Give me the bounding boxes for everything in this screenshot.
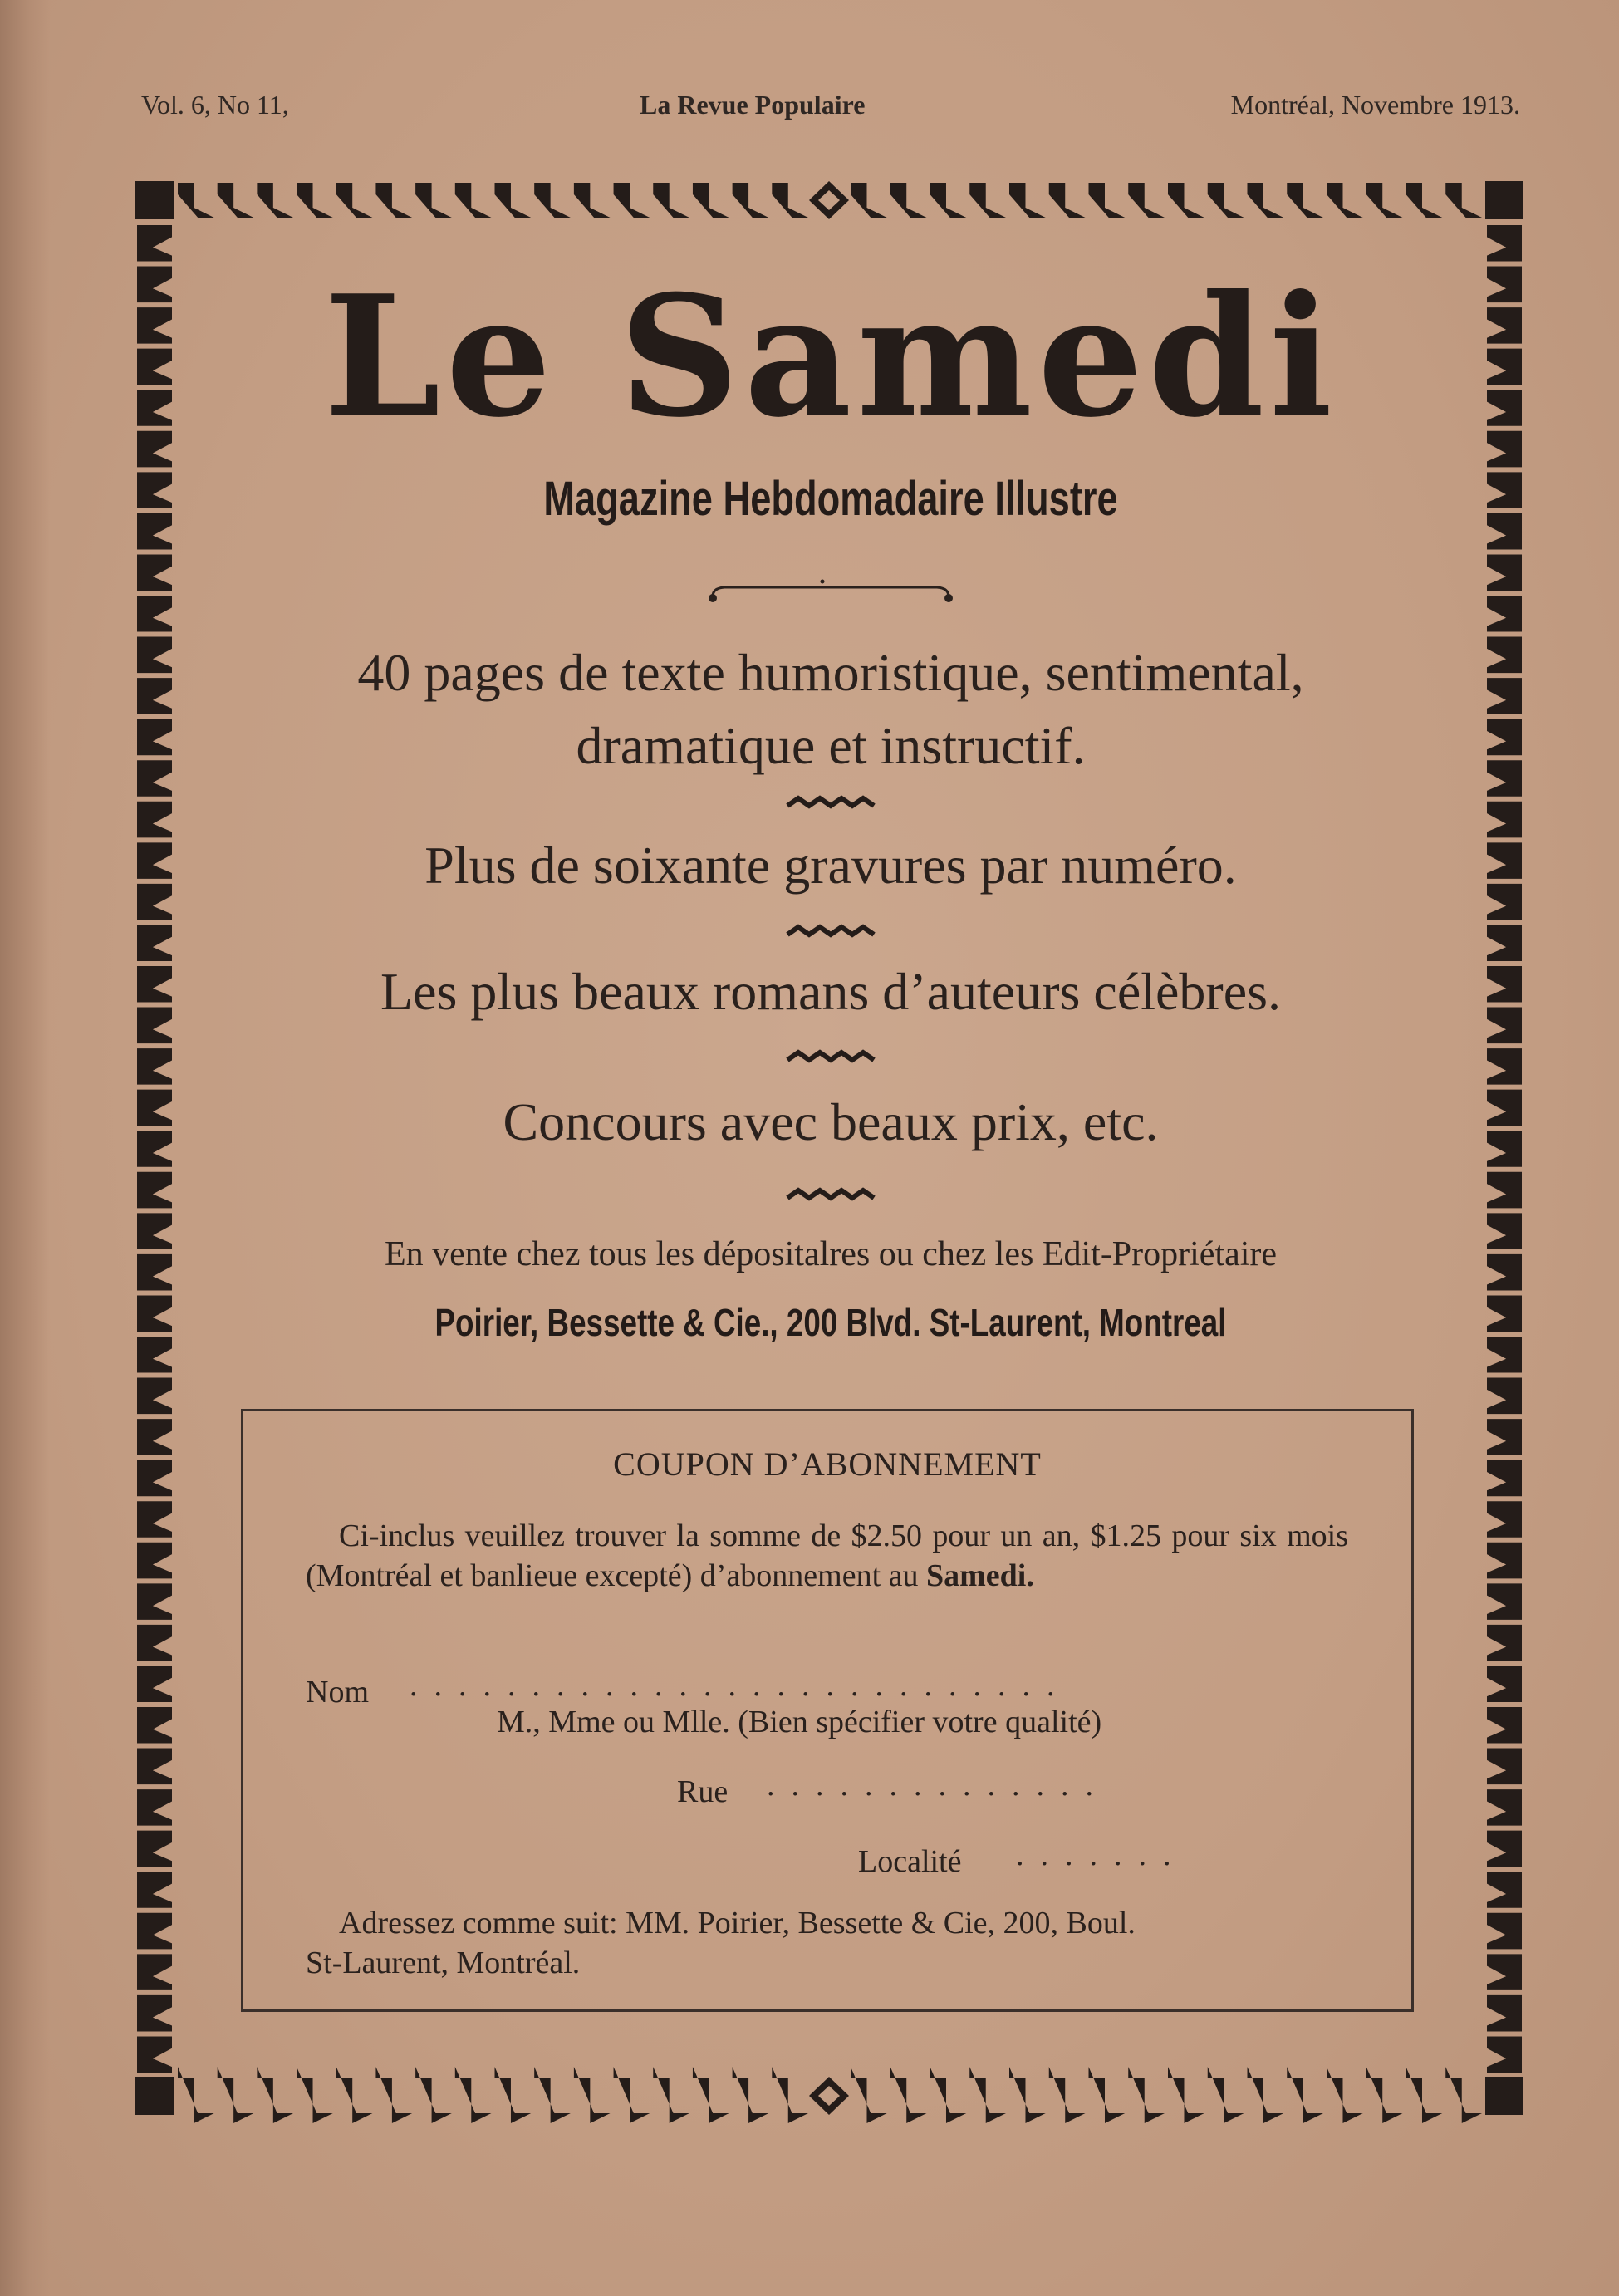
frame-motif [574,2067,611,2123]
frame-motif [137,1707,172,1744]
frame-motif [1487,1419,1522,1455]
frame-motif [693,2067,729,2123]
frame-motif [1487,1625,1522,1661]
frame-motif [614,183,650,218]
frame-motif [1049,2067,1086,2123]
frame-motif [1287,2067,1323,2123]
frame-motif [137,1048,172,1085]
frame-motif [1208,2067,1244,2123]
frame-motif [1168,2067,1204,2123]
feature-line-1: 40 pages de texte humoristique, sentimental, [357,643,1304,702]
frame-motif [1327,2067,1363,2123]
frame-motif [1487,1995,1522,2032]
frame-motif [137,472,172,508]
frame-motif [534,2067,571,2123]
address-line-1: Adressez comme suit: MM. Poirier, Bessette & Cie, 200, Boul. [339,1906,1136,1940]
frame-motif [1487,1583,1522,1620]
frame-motif [375,2067,412,2123]
frame-motif [930,2067,967,2123]
frame-motif [137,1913,172,1950]
frame-motif [297,2067,333,2123]
frame-motif [137,596,172,632]
frame-motif [1487,1749,1522,1785]
frame-motif [1208,183,1244,218]
frame-motif [1487,925,1522,961]
frame-motif [137,1831,172,1867]
frame-motif [1445,2067,1482,2123]
frame-motif [336,183,373,218]
frame-motif [930,183,967,218]
publisher-address: Poirier, Bessette & Cie., 200 Blvd. St-Laurent, Montreal [434,1301,1227,1344]
feature-line-3: Plus de soixante gravures par numéro. [424,836,1237,895]
nom-label: Nom [306,1675,369,1710]
frame-motif [1487,1378,1522,1415]
frame-motif [1049,183,1086,218]
frame-motif [137,225,172,262]
frame-motif [137,1501,172,1538]
frame-motif [1487,1831,1522,1867]
frame-motif [1487,225,1522,262]
frame-motif [218,183,254,218]
frame-motif [137,1995,172,2032]
frame-motif [969,2067,1006,2123]
frame-motif [137,1789,172,1826]
frame-motif [1487,1501,1522,1538]
wave-divider-1 [787,798,874,806]
frame-motif [772,2067,808,2123]
frame-motif [693,183,729,218]
frame-motif [1009,2067,1046,2123]
frame-motif [733,2067,769,2123]
frame-motif [772,183,808,218]
frame-motif [1487,554,1522,591]
frame-motif [1487,2036,1522,2073]
frame-motif [137,1666,172,1702]
frame-motif [336,2067,373,2123]
frame-motif [969,183,1006,218]
frame-motif [1168,183,1204,218]
frame-motif [534,183,571,218]
wave-divider-4 [787,1190,874,1198]
frame-motif [1487,1789,1522,1826]
feature-line-5: Concours avec beaux prix, etc. [503,1092,1159,1151]
frame-motif [375,183,412,218]
frame-motif [1009,183,1046,218]
localite-field[interactable]: ....... [1016,1837,1188,1872]
frame-motif [1487,1048,1522,1085]
frame-motif [1487,1666,1522,1702]
frame-motif [1487,1872,1522,1908]
frame-motif [137,1583,172,1620]
frame-motif [137,1954,172,1990]
frame-motif [137,1337,172,1373]
coupon-body [306,1516,1348,1596]
frame-motif [178,183,214,218]
frame-motif [415,183,452,218]
frame-motif [1287,183,1323,218]
frame-motif [1445,183,1482,218]
frame-motif [1487,1954,1522,1990]
wave-divider-2 [787,927,874,935]
frame-motif [1487,1543,1522,1579]
frame-motif [1366,183,1403,218]
coupon-body-bold: Samedi. [926,1558,1034,1593]
bottom-center-diamond [809,2077,849,2115]
frame-motif [1089,2067,1126,2123]
frame-motif [890,2067,927,2123]
frame-motif [1327,183,1363,218]
flourish-rule [709,580,953,603]
frame-motif [1128,2067,1165,2123]
frame-motif [1128,183,1165,218]
frame-motif [137,1378,172,1415]
frame-motif [137,554,172,591]
frame-motif [257,183,293,218]
frame-motif [137,513,172,550]
volume-number: Vol. 6, No 11, [141,90,289,120]
frame-motif [1248,2067,1284,2123]
rue-field[interactable]: .............. [767,1768,1110,1803]
frame-motif [137,1625,172,1661]
coupon-body-text: Ci-inclus veuillez trouver la somme de $2.50 pour un an, $1.25 pour six mois (Montréal et banlieue excepté) d’abonnement au [306,1518,1348,1593]
frame-motif [137,1749,172,1785]
frame-motif [455,183,492,218]
frame-motif [1487,1172,1522,1209]
frame-motif [137,1460,172,1497]
frame-motif [1406,2067,1443,2123]
feature-line-2: dramatique et instructif. [576,716,1086,775]
frame-motif [851,2067,887,2123]
frame-motif [1487,1913,1522,1950]
masthead-title: Le Samedi [323,259,1338,454]
frame-motif [1487,1295,1522,1332]
frame-motif [1248,183,1284,218]
frame-motif [137,1295,172,1332]
frame-motif [1406,183,1443,218]
frame-motif [137,2036,172,2073]
nom-hint: M., Mme ou Mlle. (Bien spécifier votre qualité) [497,1705,1102,1739]
wave-divider-3 [787,1052,874,1060]
frame-motif [455,2067,492,2123]
frame-motif [218,2067,254,2123]
frame-motif [1487,513,1522,550]
sales-notice: En vente chez tous les dépositalres ou chez les Edit-Propriétaire [384,1235,1278,1273]
frame-motif [495,183,532,218]
nom-field[interactable]: ........................... [410,1668,1072,1703]
frame-motif [574,183,611,218]
frame-motif [137,1872,172,1908]
frame-motif [851,183,887,218]
frame-motif [653,2067,689,2123]
feature-line-4: Les plus beaux romans d’auteurs célèbres. [380,962,1282,1021]
localite-label: Localité [858,1844,962,1879]
frame-motif [297,183,333,218]
frame-motif [137,1172,172,1209]
frame-motif [1366,2067,1403,2123]
address-line-2: St-Laurent, Montréal. [306,1945,581,1980]
frame-motif [257,2067,293,2123]
frame-motif [1487,1707,1522,1744]
frame-motif [1487,596,1522,632]
magazine-title: La Revue Populaire [640,90,866,120]
masthead-subtitle: Magazine Hebdomadaire Illustre [543,472,1118,526]
frame-motif [178,2067,214,2123]
frame-motif [415,2067,452,2123]
frame-motif [733,183,769,218]
frame-motif [653,183,689,218]
coupon-title: COUPON D’ABONNEMENT [613,1445,1042,1483]
frame-motif [495,2067,532,2123]
frame-motif [137,1419,172,1455]
frame-motif [1089,183,1126,218]
frame-motif [1487,1460,1522,1497]
rue-label: Rue [677,1774,729,1809]
issue-date: Montréal, Novembre 1913. [1230,90,1520,120]
frame-motif [137,925,172,961]
frame-motif [614,2067,650,2123]
frame-motif [1487,1337,1522,1373]
subscription-coupon [241,1409,1414,2012]
frame-motif [890,183,927,218]
top-center-diamond [809,181,849,219]
frame-motif [137,1543,172,1579]
frame-motif [1487,472,1522,508]
